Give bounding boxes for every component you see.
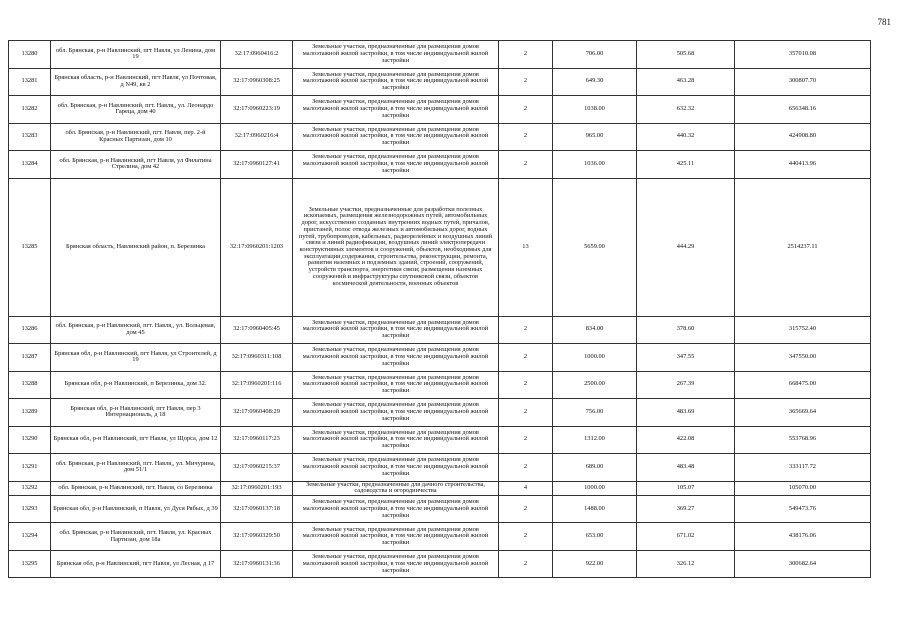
row-use-group: 2: [499, 41, 553, 69]
row-use-group: 2: [499, 151, 553, 179]
row-use-group: 4: [499, 481, 553, 495]
row-permitted-use: Земельные участки, предназначенные для размещения домов малоэтажной жилой застройки, в том числе индивидуальной жилой застройки: [293, 123, 499, 151]
row-area: 706.00: [553, 41, 637, 69]
row-number: 13283: [9, 123, 51, 151]
row-area: 2500.00: [553, 371, 637, 399]
row-cadastral-value: 438176.06: [735, 523, 871, 551]
row-area: 649.30: [553, 68, 637, 96]
row-cadastral-number: 32:17:0960308:25: [221, 68, 293, 96]
row-address: обл. Брянская, р-н Навлинский, пгт Навля, ул Ленина, дом 19: [51, 41, 221, 69]
row-unit-value: 483.69: [637, 399, 735, 427]
row-permitted-use: Земельные участки, предназначенные для размещения домов малоэтажной жилой застройки, в том числе индивидуальной жилой застройки: [293, 495, 499, 523]
row-cadastral-value: 347550.00: [735, 344, 871, 372]
row-unit-value: 378.60: [637, 316, 735, 344]
row-cadastral-value: 300682.64: [735, 550, 871, 578]
row-area: 1000.00: [553, 344, 637, 372]
row-address: обл. Брянская, р-н Навлинский, пгт. Навля,, ул. Мичурина, дом 51/1: [51, 454, 221, 482]
row-permitted-use: Земельные участки, предназначенные для размещения домов малоэтажной жилой застройки, в том числе индивидуальной жилой застройки: [293, 399, 499, 427]
row-number: 13284: [9, 151, 51, 179]
row-cadastral-number: 32:17:0960405:45: [221, 316, 293, 344]
table-row: [9, 344, 871, 372]
row-number: 13295: [9, 550, 51, 578]
row-cadastral-value: 365669.64: [735, 399, 871, 427]
row-cadastral-number: 32:17:0960137:18: [221, 495, 293, 523]
row-permitted-use: Земельные участки, предназначенные для размещения домов малоэтажной жилой застройки, в том числе индивидуальной жилой застройки: [293, 96, 499, 124]
row-address: Брянская область, Навлинский район, п. Березинка: [51, 178, 221, 316]
row-address: обл. Брянская, р-н Навлинский, пгт. Навля,, ул. Вольцевая, дом 45: [51, 316, 221, 344]
row-address: Брянская обл, р-н Навлинский, п Навля, ул Дуся Рябых, д 39: [51, 495, 221, 523]
row-cadastral-number: 32:17:0960408:29: [221, 399, 293, 427]
row-permitted-use: Земельные участки, предназначенные для размещения домов малоэтажной жилой застройки, в том числе индивидуальной жилой застройки: [293, 454, 499, 482]
table-row: [9, 495, 871, 523]
row-address: обл. Брянская, р-н Навлинский, пгт. Навля, пер. 2-й Красных Партизан, дом 10: [51, 123, 221, 151]
row-area: 922.00: [553, 550, 637, 578]
row-unit-value: 632.32: [637, 96, 735, 124]
row-permitted-use: Земельные участки, предназначенные для размещения домов малоэтажной жилой застройки, в том числе индивидуальной жилой застройки: [293, 151, 499, 179]
row-use-group: 2: [499, 426, 553, 454]
row-cadastral-number: 32:17:0960201:1203: [221, 178, 293, 316]
row-unit-value: 326.12: [637, 550, 735, 578]
row-unit-value: 671.02: [637, 523, 735, 551]
row-unit-value: 444.29: [637, 178, 735, 316]
row-cadastral-value: 668475.00: [735, 371, 871, 399]
row-area: 1038.00: [553, 96, 637, 124]
row-number: 13289: [9, 399, 51, 427]
row-permitted-use: Земельные участки, предназначенные для размещения домов малоэтажной жилой застройки, в том числе индивидуальной жилой застройки: [293, 371, 499, 399]
row-permitted-use: Земельные участки, предназначенные для размещения домов малоэтажной жилой застройки, в том числе индивидуальной жилой застройки: [293, 316, 499, 344]
table-row: [9, 371, 871, 399]
table-row: [9, 426, 871, 454]
row-address: Брянская область, р-н Навлинский, пгт Навля, ул Почтовая, д N49, кв 2: [51, 68, 221, 96]
row-unit-value: 105.07: [637, 481, 735, 495]
row-address: Брянская обл, р-н Навлинский, пгт Навля, ул Щорса, дом 12: [51, 426, 221, 454]
row-number: 13294: [9, 523, 51, 551]
row-use-group: 2: [499, 523, 553, 551]
page-number: 781: [877, 17, 891, 27]
row-number: 13282: [9, 96, 51, 124]
table-row: [9, 454, 871, 482]
row-cadastral-number: 32:17:0960201:193: [221, 481, 293, 495]
row-use-group: 2: [499, 371, 553, 399]
row-number: 13288: [9, 371, 51, 399]
row-permitted-use: Земельные участки, предназначенные для размещения домов малоэтажной жилой застройки, в том числе индивидуальной жилой застройки: [293, 523, 499, 551]
row-cadastral-value: 105070.00: [735, 481, 871, 495]
row-cadastral-value: 549473.76: [735, 495, 871, 523]
row-unit-value: 483.48: [637, 454, 735, 482]
row-number: 13293: [9, 495, 51, 523]
row-cadastral-number: 32:17:0960117:23: [221, 426, 293, 454]
row-cadastral-number: 32:17:0960215:37: [221, 454, 293, 482]
row-cadastral-number: 32:17:0960216:4: [221, 123, 293, 151]
row-address: обл. Брянская, р-н Навлинский, пгт. Навля, со Березинка: [51, 481, 221, 495]
row-area: 5659.00: [553, 178, 637, 316]
row-number: 13291: [9, 454, 51, 482]
row-permitted-use: Земельные участки, предназначенные для разработки полезных ископаемых, размещения железнодорожных путей, автомобильных дорог, искусственно созданных внутренних водных путей, причалов, пристаней, полос отвода железных и автомобильных дорог, водных путей, трубопроводов, кабельных, радиорелейных и воздушных линий связи и линий радиофикации, воздушных линий электропередачи конструктивных элементов и сооружений, объектов, необходимых для эксплуатации,содержания, строительства, реконструкции, ремонта, развития наземных и подземных зданий, строений, сооружений, устройств транспорта, энергетики связи; размещения наземных сооружений и инфраструктуры спутниковой связи, объектов космической деятельности, военных объектов: [293, 178, 499, 316]
row-area: 1000.00: [553, 481, 637, 495]
row-unit-value: 267.39: [637, 371, 735, 399]
row-number: 13287: [9, 344, 51, 372]
row-address: обл. Брянская, р-н Навлинский, пгт. Навля,, ул. Леонардо Гареца, дом 40: [51, 96, 221, 124]
row-permitted-use: Земельные участки, предназначенные для размещения домов малоэтажной жилой застройки, в том числе индивидуальной жилой застройки: [293, 68, 499, 96]
row-cadastral-number: 32:17:0960127:41: [221, 151, 293, 179]
row-permitted-use: Земельные участки, предназначенные для дачного строительства, садоводства и огородничества: [293, 481, 499, 495]
row-address: Брянская обл, р-н Навлинский, пгт Навля, ул Лесная, д 17: [51, 550, 221, 578]
row-permitted-use: Земельные участки, предназначенные для размещения домов малоэтажной жилой застройки, в том числе индивидуальной жилой застройки: [293, 550, 499, 578]
table-row: [9, 399, 871, 427]
row-permitted-use: Земельные участки, предназначенные для размещения домов малоэтажной жилой застройки, в том числе индивидуальной жилой застройки: [293, 41, 499, 69]
row-use-group: 13: [499, 178, 553, 316]
row-number: 13292: [9, 481, 51, 495]
row-unit-value: 422.08: [637, 426, 735, 454]
row-use-group: 2: [499, 495, 553, 523]
row-permitted-use: Земельные участки, предназначенные для размещения домов малоэтажной жилой застройки, в том числе индивидуальной жилой застройки: [293, 426, 499, 454]
row-address: обл. Брянская, р-н Навлинский, пгт Навля, ул Филатина Стрелина, дом 42: [51, 151, 221, 179]
row-use-group: 2: [499, 123, 553, 151]
row-cadastral-value: 300807.70: [735, 68, 871, 96]
table-row: [9, 41, 871, 69]
row-cadastral-number: 32:17:0960201:116: [221, 371, 293, 399]
cadastral-value-table: [8, 40, 871, 578]
table-row: [9, 523, 871, 551]
row-cadastral-number: 32:17:0960223:19: [221, 96, 293, 124]
row-cadastral-value: 424908.80: [735, 123, 871, 151]
row-cadastral-value: 315752.40: [735, 316, 871, 344]
table-row: [9, 96, 871, 124]
row-area: 834.00: [553, 316, 637, 344]
row-number: 13281: [9, 68, 51, 96]
row-number: 13286: [9, 316, 51, 344]
row-cadastral-value: 656348.16: [735, 96, 871, 124]
table-row: [9, 178, 871, 316]
row-number: 13280: [9, 41, 51, 69]
row-address: обл. Брянская, р-н Навлинский, пгт. Навля, ул. Красных Партизан, дом 18а: [51, 523, 221, 551]
row-unit-value: 425.11: [637, 151, 735, 179]
row-use-group: 2: [499, 316, 553, 344]
row-cadastral-number: 32:17:0960311:108: [221, 344, 293, 372]
row-permitted-use: Земельные участки, предназначенные для размещения домов малоэтажной жилой застройки, в том числе индивидуальной жилой застройки: [293, 344, 499, 372]
row-area: 689.00: [553, 454, 637, 482]
row-use-group: 2: [499, 96, 553, 124]
row-unit-value: 347.55: [637, 344, 735, 372]
row-cadastral-number: 32:17:0960416:2: [221, 41, 293, 69]
table-row: [9, 550, 871, 578]
row-use-group: 2: [499, 550, 553, 578]
row-unit-value: 369.27: [637, 495, 735, 523]
row-cadastral-value: 440413.96: [735, 151, 871, 179]
row-unit-value: 440.32: [637, 123, 735, 151]
row-area: 965.00: [553, 123, 637, 151]
table-body: [9, 41, 871, 578]
row-number: 13290: [9, 426, 51, 454]
row-number: 13285: [9, 178, 51, 316]
row-cadastral-value: 357010.08: [735, 41, 871, 69]
row-area: 653.00: [553, 523, 637, 551]
row-use-group: 2: [499, 454, 553, 482]
row-area: 1488.00: [553, 495, 637, 523]
row-cadastral-number: 32:17:0960131:36: [221, 550, 293, 578]
table-row: [9, 316, 871, 344]
table-row: [9, 481, 871, 495]
row-use-group: 2: [499, 344, 553, 372]
table-row: [9, 151, 871, 179]
row-unit-value: 463.28: [637, 68, 735, 96]
row-unit-value: 505.68: [637, 41, 735, 69]
row-area: 1036.00: [553, 151, 637, 179]
row-address: Брянская обл, р-н Навлинский, п Березинка, дом 32.: [51, 371, 221, 399]
row-address: Брянская обл, р-н Навлинский, пгт Навля, ул Строителей, д 19: [51, 344, 221, 372]
row-area: 756.00: [553, 399, 637, 427]
table-row: [9, 68, 871, 96]
row-cadastral-value: 333117.72: [735, 454, 871, 482]
table-row: [9, 123, 871, 151]
row-use-group: 2: [499, 399, 553, 427]
row-cadastral-value: 2514237.11: [735, 178, 871, 316]
row-cadastral-number: 32:17:0960329:50: [221, 523, 293, 551]
row-cadastral-value: 553768.96: [735, 426, 871, 454]
row-address: Брянская обл, р-н Навлинский, пгт Навля, пер 3 Интернациональ, д 18: [51, 399, 221, 427]
row-use-group: 2: [499, 68, 553, 96]
row-area: 1312.00: [553, 426, 637, 454]
